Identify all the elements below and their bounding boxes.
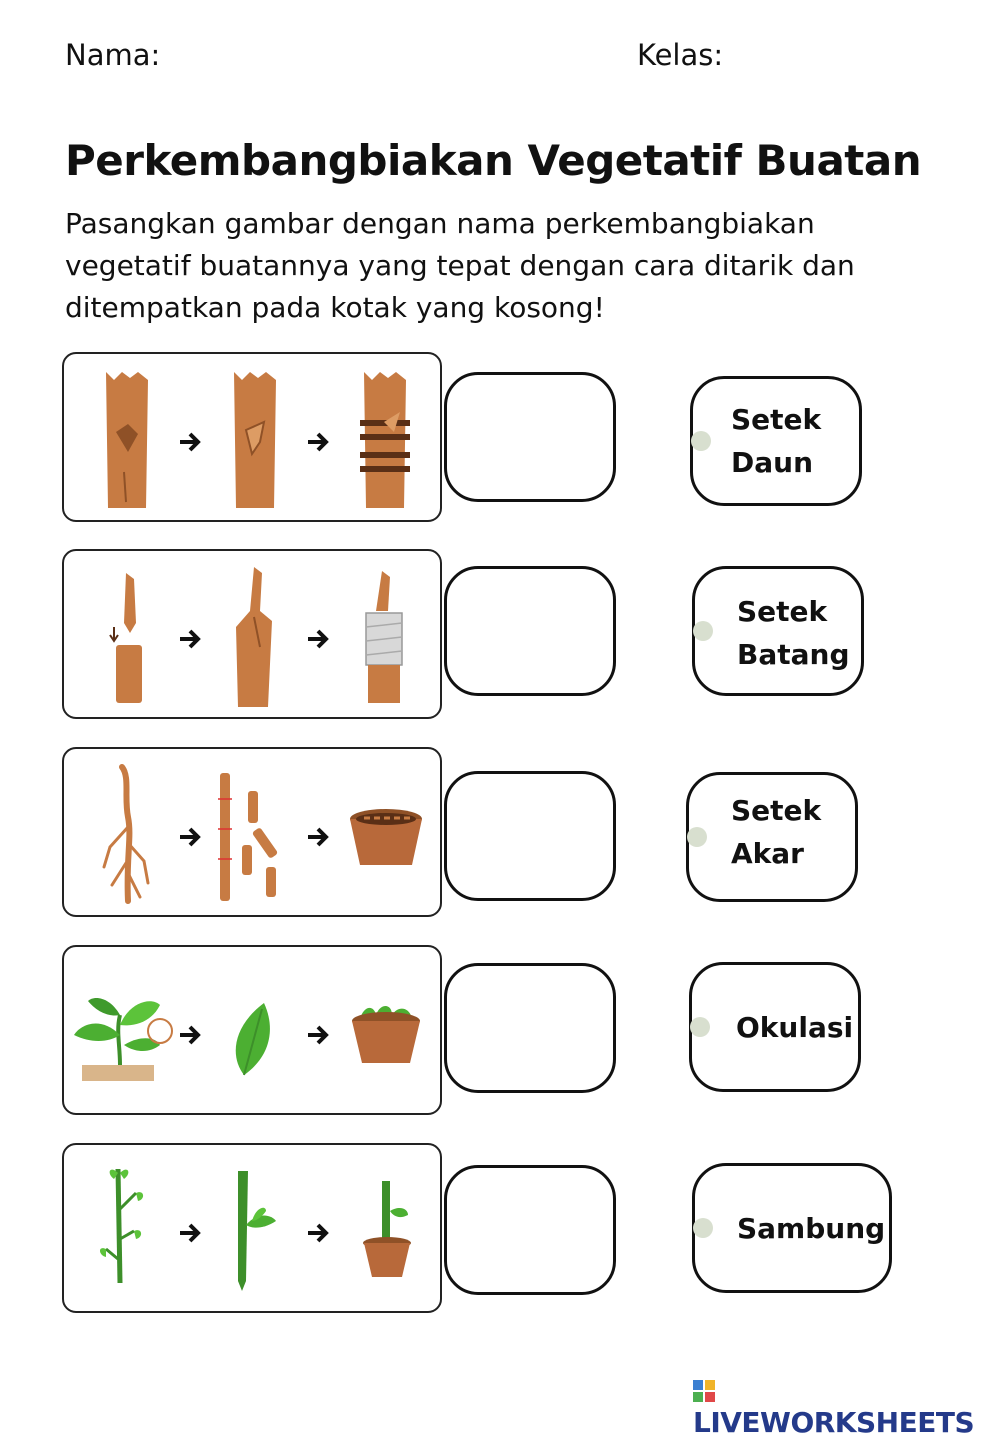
option-line2: Batang	[737, 638, 850, 671]
drag-handle-dot[interactable]	[687, 827, 707, 847]
option-line1: Sambung	[737, 1212, 886, 1245]
drag-handle-dot[interactable]	[693, 1218, 713, 1238]
leaf-cutting-to-pot-steps-icon	[64, 947, 444, 1117]
drop-box-3[interactable]	[444, 771, 616, 901]
drop-box-1[interactable]	[444, 372, 616, 502]
brand-text: LIVEWORKSHEETS	[693, 1406, 975, 1439]
option-line1: Setek	[737, 595, 828, 628]
option-line1: Okulasi	[736, 1011, 854, 1044]
option-sambung[interactable]	[692, 1163, 892, 1293]
drop-box-2[interactable]	[444, 566, 616, 696]
liveworksheets-grid-icon	[693, 1380, 715, 1402]
option-line2: Akar	[731, 837, 804, 870]
option-setek-akar[interactable]	[686, 772, 858, 902]
drop-box-4[interactable]	[444, 963, 616, 1093]
stem-cutting-to-pot-steps-icon	[64, 1145, 444, 1315]
liveworksheets-logo	[693, 1373, 1000, 1439]
option-setek-batang[interactable]	[692, 566, 864, 696]
name-label: Nama:	[65, 38, 161, 72]
drop-box-5[interactable]	[444, 1165, 616, 1295]
drag-handle-dot[interactable]	[691, 431, 711, 451]
option-line1: Setek	[731, 794, 822, 827]
option-okulasi[interactable]	[689, 962, 861, 1092]
grafting-wrapped-stump-steps-icon	[64, 354, 444, 524]
class-label: Kelas:	[637, 38, 724, 72]
illustration-box-4	[62, 945, 442, 1115]
root-cutting-to-pot-steps-icon	[64, 749, 444, 919]
drag-handle-dot[interactable]	[693, 621, 713, 641]
page-title: Perkembangbiakan Vegetatif Buatan	[65, 136, 922, 185]
option-line1: Setek	[731, 403, 822, 436]
option-setek-daun[interactable]	[690, 376, 862, 506]
illustration-box-5	[62, 1143, 442, 1313]
option-line2: Daun	[731, 446, 814, 479]
illustration-box-1	[62, 352, 442, 522]
drag-handle-dot[interactable]	[690, 1017, 710, 1037]
instruction-text: Pasangkan gambar dengan nama perkembangbiakan vegetatif buatannya yang tepat dengan cara ditarik dan ditempatkan pada kotak yang kosong!	[65, 207, 855, 324]
cleft-graft-bandaged-stem-steps-icon	[64, 551, 444, 721]
illustration-box-3	[62, 747, 442, 917]
illustration-box-2	[62, 549, 442, 719]
